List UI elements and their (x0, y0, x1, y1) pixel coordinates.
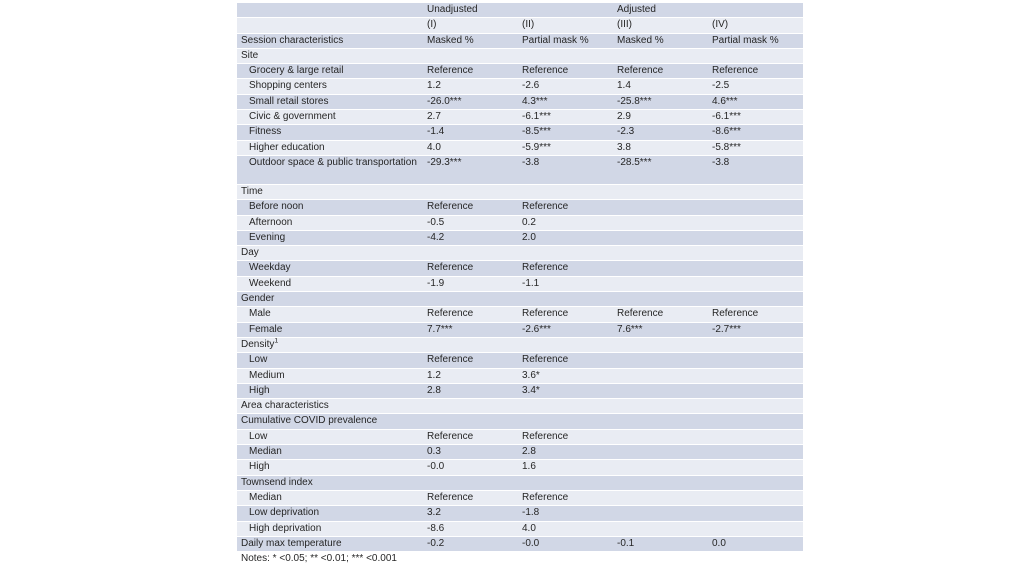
value-cell: 2.8 (423, 384, 518, 398)
value-cell (423, 399, 518, 413)
value-cell (613, 522, 708, 536)
column-label: Partial mask % (708, 34, 803, 48)
value-cell: Reference (613, 307, 708, 321)
value-cell: -2.6 (518, 79, 613, 93)
value-cell (708, 277, 803, 291)
table-row (237, 522, 803, 536)
value-cell (613, 460, 708, 474)
notes-row (237, 552, 803, 566)
value-cell (613, 49, 708, 63)
value-cell (708, 414, 803, 428)
table-row (237, 506, 803, 520)
row-label (237, 369, 423, 383)
value-cell: 4.0 (518, 522, 613, 536)
value-cell (708, 522, 803, 536)
value-cell: Reference (423, 430, 518, 444)
notes-text: Notes: * <0.05; ** <0.01; *** <0.001 (237, 552, 803, 566)
value-cell: Reference (423, 64, 518, 78)
table-row (237, 95, 803, 109)
value-cell (613, 430, 708, 444)
value-cell (708, 430, 803, 444)
row-label-text: Female (249, 323, 283, 335)
value-cell: Reference (423, 353, 518, 367)
value-cell (708, 460, 803, 474)
value-cell: -25.8*** (613, 95, 708, 109)
table-row (237, 369, 803, 383)
model-number: (IV) (708, 18, 803, 32)
value-cell (613, 445, 708, 459)
value-cell: 2.9 (613, 110, 708, 124)
table-row (237, 125, 803, 139)
value-cell: -5.8*** (708, 141, 803, 155)
table-row (237, 231, 803, 245)
value-cell: 7.7*** (423, 323, 518, 337)
value-cell: 4.3*** (518, 95, 613, 109)
row-label (237, 79, 423, 93)
row-label (237, 110, 423, 124)
header-group-unadjusted: Unadjusted (423, 3, 518, 17)
value-cell (613, 216, 708, 230)
value-cell: 2.0 (518, 231, 613, 245)
header-model-row (237, 18, 803, 32)
value-cell: -2.7*** (708, 323, 803, 337)
value-cell (708, 445, 803, 459)
row-label-text: Low (249, 354, 268, 366)
value-cell: 2.7 (423, 110, 518, 124)
value-cell (518, 399, 613, 413)
value-cell (423, 292, 518, 306)
value-cell: -3.8 (708, 156, 803, 184)
table-row (237, 277, 803, 291)
model-number: (III) (613, 18, 708, 32)
value-cell: -2.5 (708, 79, 803, 93)
row-label-text: Site (241, 49, 259, 61)
row-label-text: Median (249, 446, 282, 458)
value-cell: 7.6*** (613, 323, 708, 337)
value-cell: -28.5*** (613, 156, 708, 184)
value-cell: 0.3 (423, 445, 518, 459)
row-label-text: Afternoon (249, 216, 293, 228)
value-cell: Reference (423, 200, 518, 214)
value-cell: -0.5 (423, 216, 518, 230)
row-label (237, 231, 423, 245)
row-label-text: Median (249, 491, 282, 503)
value-cell: 3.8 (613, 141, 708, 155)
row-label (237, 353, 423, 367)
value-cell (518, 414, 613, 428)
row-label-text: Grocery & large retail (249, 65, 344, 77)
header-empty-cell (708, 3, 803, 17)
value-cell: -5.9*** (518, 141, 613, 155)
table-body (237, 3, 803, 566)
value-cell (423, 185, 518, 199)
row-label-text: High (249, 461, 270, 473)
row-label-text: Outdoor space & public transportation (249, 156, 417, 168)
row-label (237, 125, 423, 139)
value-cell (613, 384, 708, 398)
row-label-text: Higher education (249, 141, 325, 153)
value-cell (613, 476, 708, 490)
row-label-text: Time (241, 185, 263, 197)
row-label-text: Medium (249, 369, 285, 381)
value-cell (708, 185, 803, 199)
value-cell (708, 231, 803, 245)
value-cell (613, 353, 708, 367)
value-cell: Reference (518, 430, 613, 444)
table-row (237, 414, 803, 428)
table-row (237, 261, 803, 275)
value-cell: Reference (518, 261, 613, 275)
value-cell: Reference (423, 307, 518, 321)
value-cell: -8.5*** (518, 125, 613, 139)
row-label (237, 49, 423, 63)
value-cell (518, 338, 613, 352)
table-row (237, 476, 803, 490)
table-row (237, 307, 803, 321)
value-cell: 4.6*** (708, 95, 803, 109)
value-cell (423, 246, 518, 260)
row-label-text: Day (241, 247, 259, 259)
value-cell (708, 246, 803, 260)
row-label-text: Townsend index (241, 476, 313, 488)
row-label-text: Low (249, 430, 268, 442)
row-label (237, 216, 423, 230)
value-cell: 3.2 (423, 506, 518, 520)
value-cell (708, 476, 803, 490)
header-group-row (237, 3, 803, 17)
row-label (237, 323, 423, 337)
value-cell: -1.8 (518, 506, 613, 520)
table-row (237, 79, 803, 93)
value-cell: Reference (518, 491, 613, 505)
value-cell (613, 185, 708, 199)
row-label-text: Small retail stores (249, 95, 329, 107)
header-empty-cell (237, 3, 423, 17)
value-cell (708, 292, 803, 306)
value-cell (613, 399, 708, 413)
table-row (237, 445, 803, 459)
value-cell: 3.4* (518, 384, 613, 398)
table-row (237, 200, 803, 214)
row-label-text: Gender (241, 293, 275, 305)
row-label (237, 491, 423, 505)
value-cell: 0.2 (518, 216, 613, 230)
value-cell: Reference (518, 307, 613, 321)
row-label (237, 141, 423, 155)
row-label (237, 95, 423, 109)
column-label: Masked % (613, 34, 708, 48)
row-label-text: Weekend (249, 277, 292, 289)
row-label (237, 522, 423, 536)
value-cell (613, 506, 708, 520)
row-label (237, 338, 423, 352)
value-cell (613, 292, 708, 306)
value-cell (613, 491, 708, 505)
row-label-text: Male (249, 308, 271, 320)
value-cell: -0.0 (518, 537, 613, 551)
row-label (237, 460, 423, 474)
value-cell: -29.3*** (423, 156, 518, 184)
row-label (237, 64, 423, 78)
row-label (237, 506, 423, 520)
table-row (237, 338, 803, 352)
value-cell (708, 338, 803, 352)
value-cell (708, 384, 803, 398)
row-label-text: Density (241, 338, 275, 350)
value-cell (708, 491, 803, 505)
value-cell: -8.6 (423, 522, 518, 536)
value-cell (613, 246, 708, 260)
table-row (237, 323, 803, 337)
value-cell: Reference (423, 491, 518, 505)
value-cell (518, 246, 613, 260)
value-cell (423, 414, 518, 428)
table-row (237, 49, 803, 63)
value-cell: -3.8 (518, 156, 613, 184)
value-cell: -1.9 (423, 277, 518, 291)
value-cell (518, 185, 613, 199)
value-cell (518, 292, 613, 306)
value-cell: Reference (423, 261, 518, 275)
value-cell (708, 216, 803, 230)
header-group-adjusted: Adjusted (613, 3, 708, 17)
row-label (237, 200, 423, 214)
header-empty-cell (237, 18, 423, 32)
row-label (237, 537, 423, 551)
value-cell: Reference (708, 307, 803, 321)
row-label-text: Cumulative COVID prevalence (241, 415, 378, 427)
value-cell: Reference (708, 64, 803, 78)
model-number: (I) (423, 18, 518, 32)
row-label-text: High (249, 384, 270, 396)
column-label: Masked % (423, 34, 518, 48)
table-row (237, 292, 803, 306)
table-row (237, 246, 803, 260)
table-row (237, 353, 803, 367)
table-row (237, 537, 803, 551)
value-cell: -4.2 (423, 231, 518, 245)
value-cell (613, 200, 708, 214)
value-cell: 0.0 (708, 537, 803, 551)
value-cell (708, 353, 803, 367)
table-row (237, 141, 803, 155)
value-cell: -6.1*** (708, 110, 803, 124)
regression-table (237, 2, 803, 567)
value-cell: 1.4 (613, 79, 708, 93)
row-label-header: Session characteristics (237, 34, 423, 48)
row-label-text: Daily max temperature (241, 537, 342, 549)
column-label: Partial mask % (518, 34, 613, 48)
value-cell: -2.3 (613, 125, 708, 139)
table-row (237, 399, 803, 413)
value-cell (423, 476, 518, 490)
value-cell: 1.2 (423, 369, 518, 383)
value-cell: Reference (518, 353, 613, 367)
value-cell (708, 200, 803, 214)
footnote-marker: 1 (274, 337, 279, 345)
row-label (237, 277, 423, 291)
value-cell: 3.6* (518, 369, 613, 383)
row-label (237, 292, 423, 306)
value-cell: -0.2 (423, 537, 518, 551)
row-label (237, 445, 423, 459)
table-row (237, 384, 803, 398)
value-cell: -0.1 (613, 537, 708, 551)
value-cell: 1.2 (423, 79, 518, 93)
row-label-text: Evening (249, 231, 286, 243)
table-row (237, 216, 803, 230)
table-row (237, 110, 803, 124)
value-cell: 4.0 (423, 141, 518, 155)
header-empty-cell (518, 3, 613, 17)
row-label (237, 307, 423, 321)
value-cell (613, 277, 708, 291)
value-cell: 2.8 (518, 445, 613, 459)
value-cell (613, 261, 708, 275)
row-label (237, 185, 423, 199)
model-number: (II) (518, 18, 613, 32)
table-row (237, 491, 803, 505)
value-cell (518, 49, 613, 63)
value-cell (708, 506, 803, 520)
value-cell: -2.6*** (518, 323, 613, 337)
value-cell: -0.0 (423, 460, 518, 474)
row-label-text: High deprivation (249, 522, 322, 534)
value-cell: Reference (613, 64, 708, 78)
row-label-text: Fitness (249, 126, 282, 138)
row-label-text: Area characteristics (241, 400, 329, 412)
header-column-row (237, 34, 803, 48)
value-cell: Reference (518, 200, 613, 214)
value-cell: -1.4 (423, 125, 518, 139)
value-cell: 1.6 (518, 460, 613, 474)
row-label-text: Shopping centers (249, 80, 327, 92)
row-label (237, 476, 423, 490)
table-row (237, 185, 803, 199)
value-cell (708, 261, 803, 275)
value-cell (423, 49, 518, 63)
value-cell (613, 369, 708, 383)
table-row (237, 156, 803, 184)
value-cell (518, 476, 613, 490)
table-row (237, 460, 803, 474)
value-cell: -1.1 (518, 277, 613, 291)
row-label (237, 246, 423, 260)
value-cell: -26.0*** (423, 95, 518, 109)
value-cell (423, 338, 518, 352)
row-label-text: Low deprivation (249, 507, 320, 519)
value-cell (613, 231, 708, 245)
value-cell (613, 338, 708, 352)
row-label (237, 414, 423, 428)
value-cell: Reference (518, 64, 613, 78)
row-label-text: Civic & government (249, 111, 336, 123)
value-cell (708, 49, 803, 63)
table-row (237, 64, 803, 78)
row-label (237, 430, 423, 444)
value-cell: -6.1*** (518, 110, 613, 124)
value-cell (613, 414, 708, 428)
row-label (237, 261, 423, 275)
row-label (237, 399, 423, 413)
row-label (237, 156, 423, 184)
row-label-text: Before noon (249, 201, 304, 213)
value-cell (708, 399, 803, 413)
value-cell (708, 369, 803, 383)
row-label (237, 384, 423, 398)
value-cell: -8.6*** (708, 125, 803, 139)
row-label-text: Weekday (249, 262, 291, 274)
table-row (237, 430, 803, 444)
